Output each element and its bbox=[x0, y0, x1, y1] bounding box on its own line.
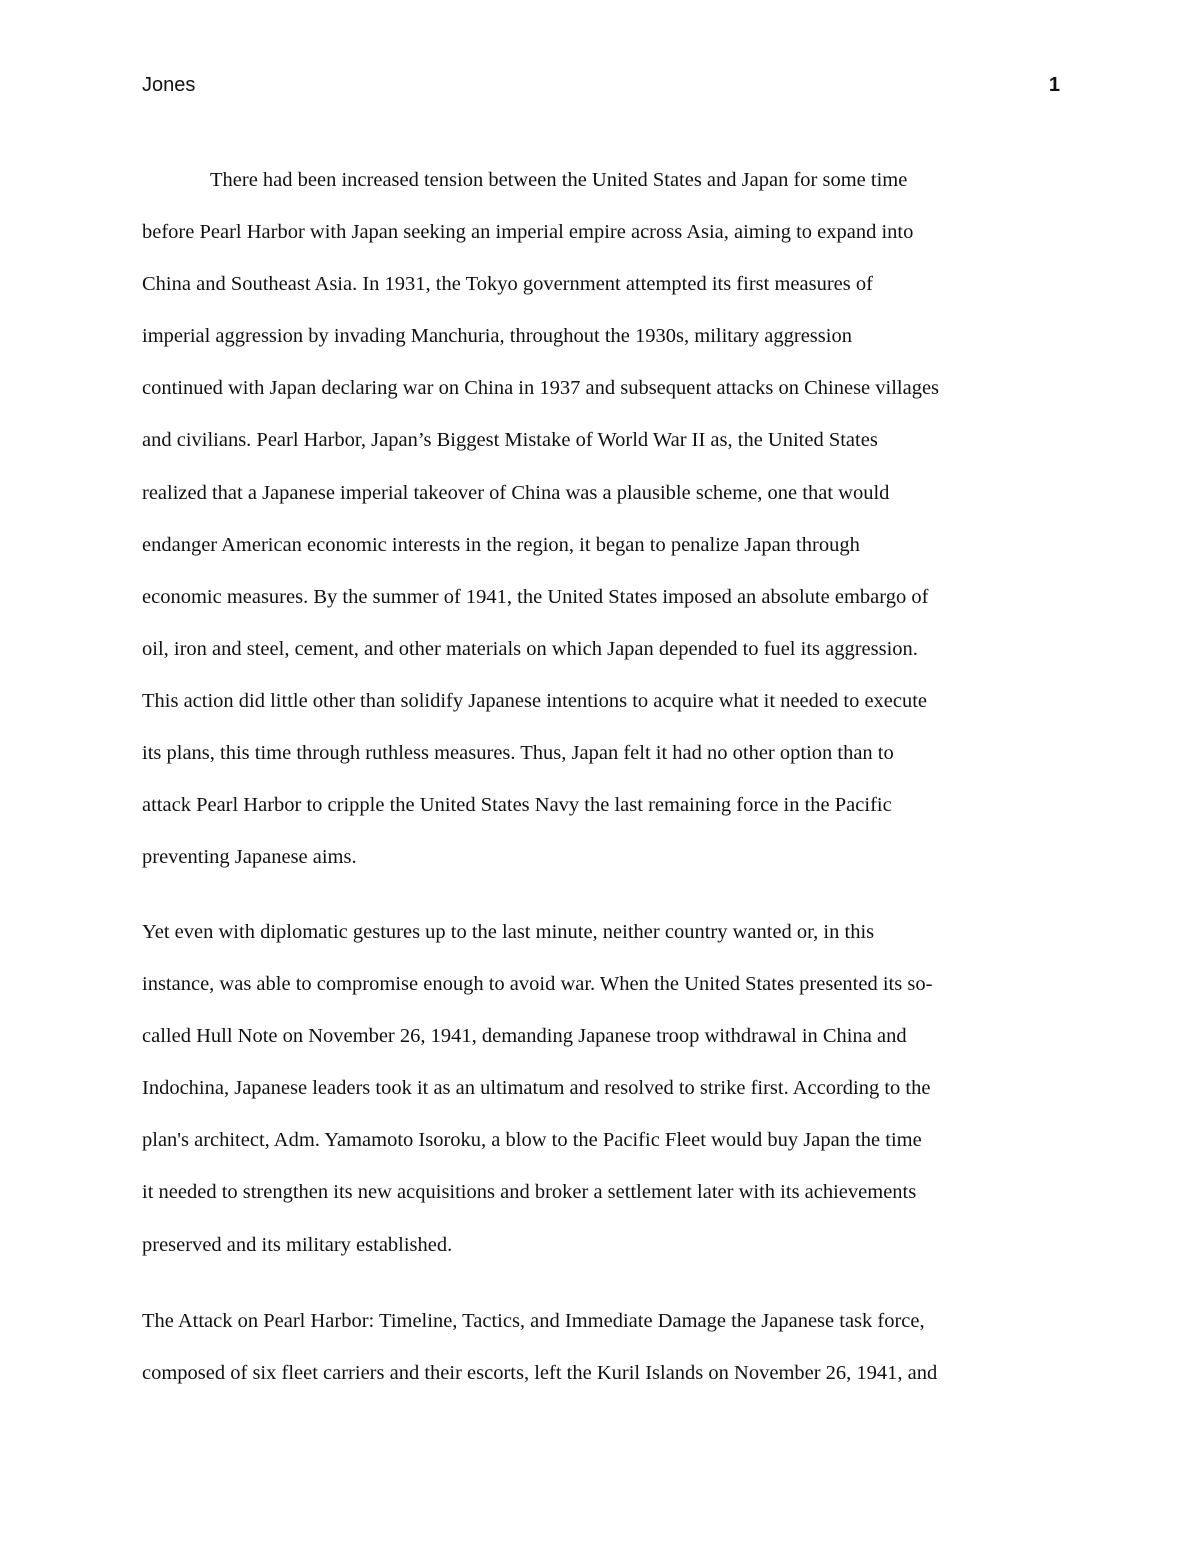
text-line: preserved and its military established. bbox=[142, 1233, 453, 1256]
text-line: attack Pearl Harbor to cripple the United States Navy the last remaining force in the Pacific bbox=[142, 794, 892, 817]
text-line: it needed to strengthen its new acquisitions and broker a settlement later with its achievements bbox=[142, 1181, 917, 1204]
text-line: Yet even with diplomatic gestures up to the last minute, neither country wanted or, in this bbox=[142, 921, 875, 943]
text-line: realized that a Japanese imperial takeover of China was a plausible scheme, one that would bbox=[142, 481, 890, 504]
text-line: instance, was able to compromise enough to avoid war. When the United States presented its so- bbox=[142, 973, 933, 996]
paragraph-1 bbox=[142, 170, 1072, 899]
text-line: The Attack on Pearl Harbor: Timeline, Tactics, and Immediate Damage the Japanese task force, bbox=[142, 1310, 925, 1332]
text-line: economic measures. By the summer of 1941, the United States imposed an absolute embargo of bbox=[142, 585, 929, 608]
text-line: endanger American economic interests in the region, it began to penalize Japan through bbox=[142, 533, 860, 556]
text-line: preventing Japanese aims. bbox=[142, 846, 357, 869]
page-number: 1 bbox=[1048, 74, 1060, 96]
paragraph-2 bbox=[142, 922, 1072, 1287]
paragraph-3 bbox=[142, 1311, 1072, 1415]
text-line: Indochina, Japanese leaders took it as an ultimatum and resolved to strike first. According to the bbox=[142, 1077, 931, 1100]
text-line: oil, iron and steel, cement, and other materials on which Japan depended to fuel its aggression. bbox=[142, 637, 918, 660]
text-line: plan's architect, Adm. Yamamoto Isoroku, a blow to the Pacific Fleet would buy Japan the time bbox=[142, 1129, 922, 1152]
text-line: called Hull Note on November 26, 1941, demanding Japanese troop withdrawal in China and bbox=[142, 1025, 907, 1048]
text-line: its plans, this time through ruthless measures. Thus, Japan felt it had no other option than to bbox=[142, 742, 894, 765]
text-line: There had been increased tension between the United States and Japan for some time bbox=[210, 169, 908, 191]
header-author: Jones bbox=[142, 74, 196, 96]
text-line: This action did little other than solidify Japanese intentions to acquire what it needed to execute bbox=[142, 689, 928, 712]
text-line: and civilians. Pearl Harbor, Japan’s Biggest Mistake of World War II as, the United States bbox=[142, 429, 878, 452]
text-line: China and Southeast Asia. In 1931, the Tokyo government attempted its first measures of bbox=[142, 273, 873, 296]
text-line: imperial aggression by invading Manchuria, throughout the 1930s, military aggression bbox=[142, 325, 852, 348]
text-line: continued with Japan declaring war on China in 1937 and subsequent attacks on Chinese villages bbox=[142, 377, 940, 400]
text-line: composed of six fleet carriers and their escorts, left the Kuril Islands on November 26, 1941, and bbox=[142, 1362, 938, 1385]
text-line: before Pearl Harbor with Japan seeking an imperial empire across Asia, aiming to expand into bbox=[142, 221, 914, 244]
